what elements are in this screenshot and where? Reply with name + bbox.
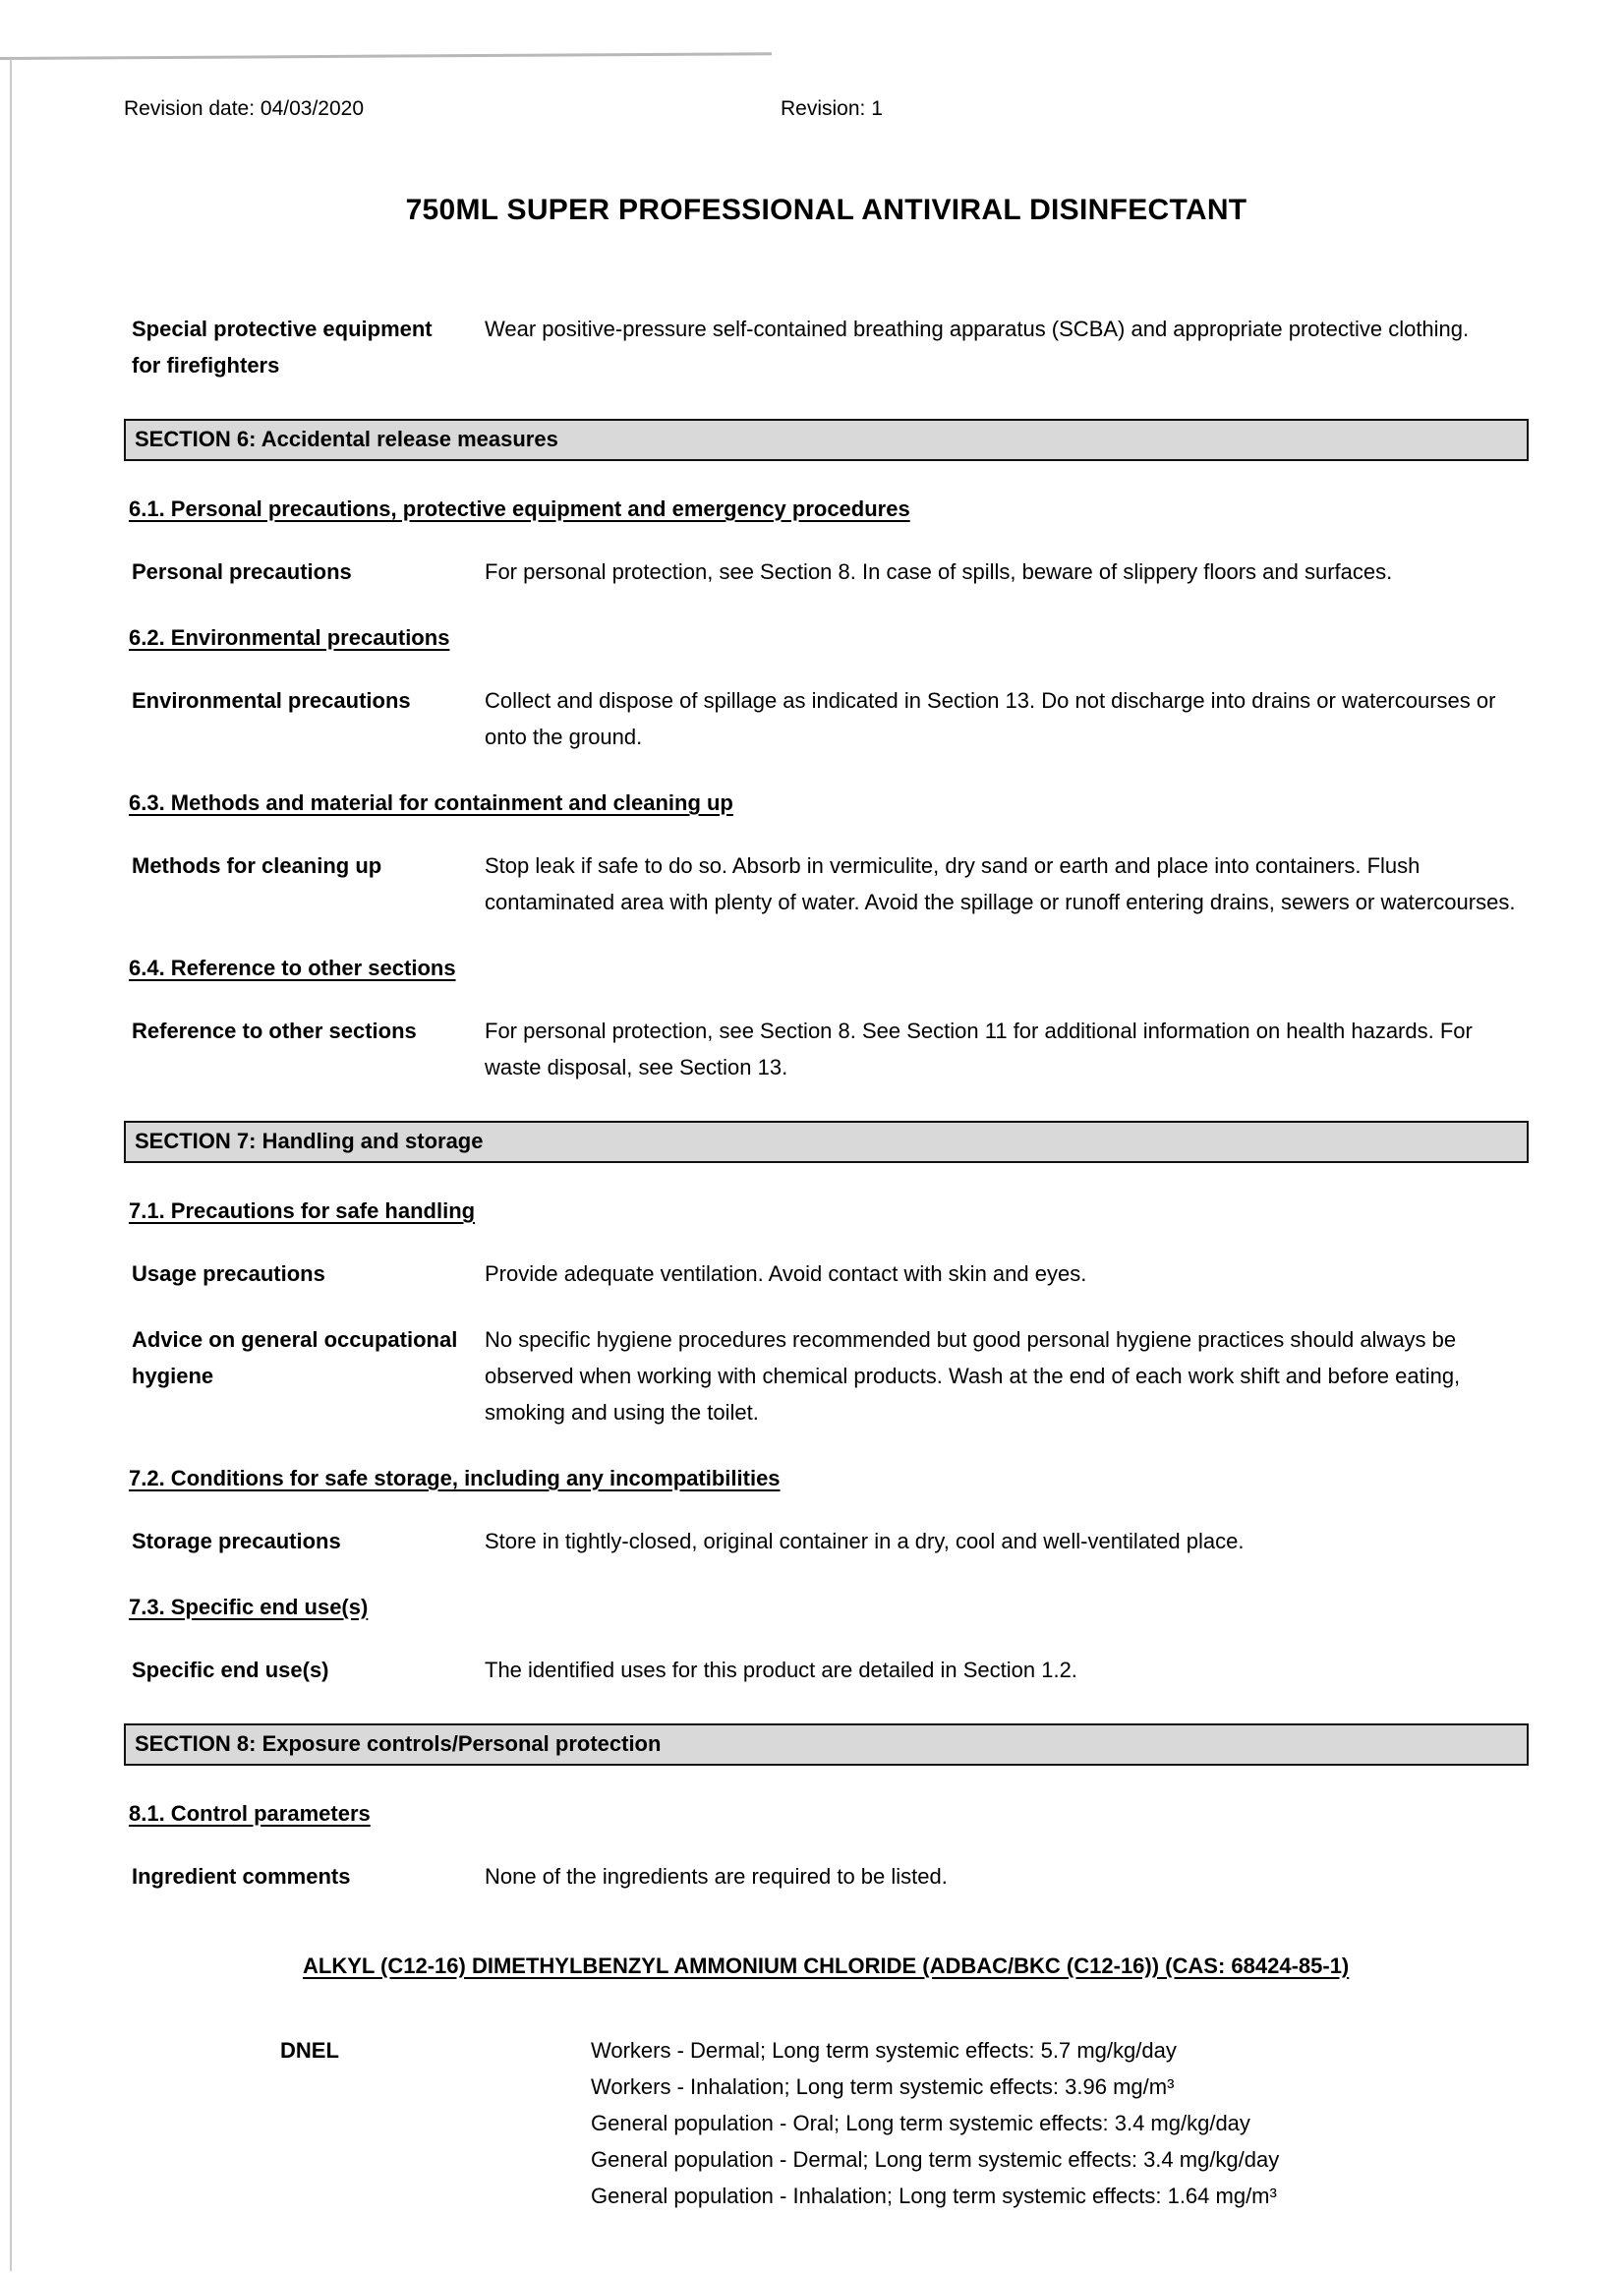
usage-precautions-label: Usage precautions bbox=[132, 1261, 325, 1286]
document-header bbox=[124, 96, 1529, 122]
occupational-hygiene-value: No specific hygiene procedures recommended but good personal hygiene practices should always be observed when working with chemical products. Wash at the end of each work shift and before eating, smoking and using the toilet. bbox=[485, 1327, 1461, 1425]
usage-precautions-value: Provide adequate ventilation. Avoid contact with skin and eyes. bbox=[485, 1261, 1087, 1286]
firefighters-label: Special protective equipment for firefighters bbox=[132, 317, 433, 378]
environmental-precautions-value: Collect and dispose of spillage as indicated in Section 13. Do not discharge into drains or watercourses or onto the ground. bbox=[485, 688, 1496, 749]
environmental-precautions-label: Environmental precautions bbox=[132, 688, 411, 713]
section-7-header: SECTION 7: Handling and storage bbox=[124, 1121, 1529, 1163]
ingredient-comments-row bbox=[124, 1858, 1529, 1895]
subsection-6-3-title: 6.3. Methods and material for containment and cleaning up bbox=[129, 790, 733, 815]
reference-to-other-sections-value: For personal protection, see Section 8. See Section 11 for additional information on health hazards. For waste disposal, see Section 13. bbox=[485, 1019, 1473, 1079]
ingredient-comments-value: None of the ingredients are required to be listed. bbox=[485, 1864, 948, 1889]
reference-to-other-sections-row bbox=[124, 1013, 1529, 1085]
firefighters-value: Wear positive-pressure self-contained breathing apparatus (SCBA) and appropriate protective clothing. bbox=[485, 317, 1470, 341]
specific-end-use-row bbox=[124, 1652, 1529, 1688]
section-6-header: SECTION 6: Accidental release measures bbox=[124, 419, 1529, 461]
specific-end-use-label: Specific end use(s) bbox=[132, 1658, 329, 1682]
subsection-6-2-title: 6.2. Environmental precautions bbox=[129, 625, 450, 650]
dnel-line: General population - Dermal; Long term systemic effects: 3.4 mg/kg/day bbox=[591, 2147, 1280, 2172]
subsection-6-1-title: 6.1. Personal precautions, protective equipment and emergency procedures bbox=[129, 496, 910, 521]
subsection-7-3-title: 7.3. Specific end use(s) bbox=[129, 1595, 369, 1619]
methods-for-cleaning-up-label: Methods for cleaning up bbox=[132, 853, 382, 878]
subsection-7-1-title: 7.1. Precautions for safe handling bbox=[129, 1198, 476, 1223]
personal-precautions-value: For personal protection, see Section 8. In case of spills, beware of slippery floors and surfaces. bbox=[485, 559, 1393, 584]
subsection-6-4-title: 6.4. Reference to other sections bbox=[129, 956, 456, 980]
dnel-line: Workers - Dermal; Long term systemic effects: 5.7 mg/kg/day bbox=[591, 2038, 1177, 2063]
firefighters-row bbox=[124, 311, 1529, 383]
dnel-line: Workers - Inhalation; Long term systemic effects: 3.96 mg/m³ bbox=[591, 2074, 1175, 2099]
personal-precautions-label: Personal precautions bbox=[132, 559, 352, 584]
subsection-7-2-title: 7.2. Conditions for safe storage, including any incompatibilities bbox=[129, 1466, 781, 1490]
methods-for-cleaning-up-row bbox=[124, 847, 1529, 920]
section-8-header: SECTION 8: Exposure controls/Personal protection bbox=[124, 1723, 1529, 1766]
reference-to-other-sections-label: Reference to other sections bbox=[132, 1019, 417, 1043]
dnel-line: General population - Oral; Long term systemic effects: 3.4 mg/kg/day bbox=[591, 2111, 1250, 2135]
revision-date: Revision date: 04/03/2020 bbox=[124, 97, 365, 120]
dnel-row bbox=[124, 2032, 1529, 2214]
dnel-label: DNEL bbox=[280, 2038, 339, 2063]
environmental-precautions-row bbox=[124, 682, 1529, 755]
page-title: 750ML SUPER PROFESSIONAL ANTIVIRAL DISINFECTANT bbox=[405, 194, 1247, 226]
ingredient-comments-label: Ingredient comments bbox=[132, 1864, 351, 1889]
storage-precautions-row bbox=[124, 1523, 1529, 1559]
dnel-line: General population - Inhalation; Long term systemic effects: 1.64 mg/m³ bbox=[591, 2184, 1277, 2208]
occupational-hygiene-label: Advice on general occupational hygiene bbox=[132, 1327, 458, 1388]
specific-end-use-value: The identified uses for this product are detailed in Section 1.2. bbox=[485, 1658, 1077, 1682]
personal-precautions-row bbox=[124, 554, 1529, 590]
methods-for-cleaning-up-value: Stop leak if safe to do so. Absorb in vermiculite, dry sand or earth and place into containers. Flush contaminated area with plenty of water. Avoid the spillage or runoff entering drains, sewers or watercourses. bbox=[485, 853, 1516, 914]
revision-number: Revision: 1 bbox=[781, 97, 883, 120]
occupational-hygiene-row bbox=[124, 1321, 1529, 1430]
dnel-lines bbox=[591, 2032, 1529, 2214]
usage-precautions-row bbox=[124, 1255, 1529, 1292]
subsection-8-1-title: 8.1. Control parameters bbox=[129, 1801, 371, 1826]
ingredient-heading: ALKYL (C12-16) DIMETHYLBENZYL AMMONIUM CHLORIDE (ADBAC/BKC (C12-16)) (CAS: 68424-85-1) bbox=[303, 1953, 1350, 1978]
storage-precautions-label: Storage precautions bbox=[132, 1529, 341, 1553]
storage-precautions-value: Store in tightly-closed, original container in a dry, cool and well-ventilated place. bbox=[485, 1529, 1245, 1553]
